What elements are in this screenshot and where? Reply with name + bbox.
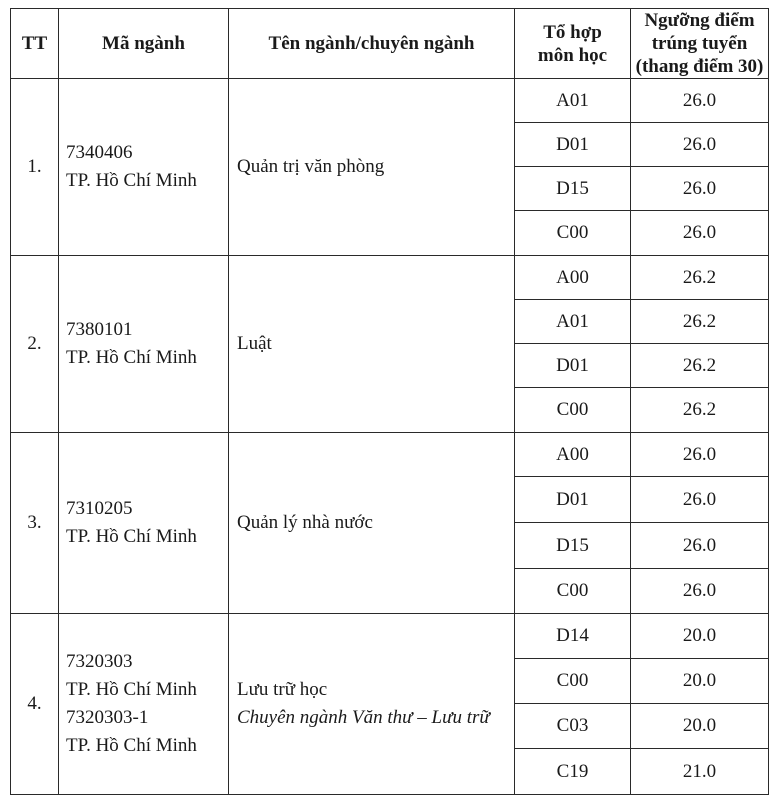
table-row xyxy=(11,79,769,123)
ten-nganh-cell xyxy=(229,256,515,433)
to-hop-cell: D01 xyxy=(515,123,631,167)
header-to-hop-line: môn học xyxy=(537,44,608,66)
to-hop-cell: D01 xyxy=(515,344,631,388)
ma-nganh-line: TP. Hồ Chí Minh xyxy=(66,735,197,756)
header-nguong-diem xyxy=(631,9,769,79)
to-hop-cell: C00 xyxy=(515,659,631,704)
to-hop-cell: C19 xyxy=(515,749,631,795)
ma-nganh-cell xyxy=(59,433,229,614)
to-hop-cell: C03 xyxy=(515,704,631,749)
header-ma-nganh: Mã ngành xyxy=(59,9,229,79)
row-number: 4. xyxy=(11,614,59,795)
ten-nganh-cell xyxy=(229,433,515,614)
ma-nganh-cell xyxy=(59,614,229,795)
ma-nganh-line: 7320303 xyxy=(66,651,133,672)
ma-nganh-line: TP. Hồ Chí Minh xyxy=(66,679,197,700)
to-hop-cell: C00 xyxy=(515,211,631,256)
nguong-diem-cell: 21.0 xyxy=(631,749,769,795)
to-hop-cell: D15 xyxy=(515,167,631,211)
ma-nganh-line: 7340406 xyxy=(66,142,133,163)
to-hop-cell: A00 xyxy=(515,256,631,300)
nguong-diem-cell: 26.0 xyxy=(631,79,769,123)
table-body xyxy=(11,79,769,795)
nguong-diem-cell: 26.0 xyxy=(631,569,769,614)
header-nguong-line: Ngưỡng điểm xyxy=(644,10,755,31)
ten-nganh: Quản trị văn phòng xyxy=(237,156,385,177)
nguong-diem-cell: 26.2 xyxy=(631,256,769,300)
ma-nganh-line: 7320303-1 xyxy=(66,707,149,728)
to-hop-cell: D15 xyxy=(515,523,631,569)
to-hop-cell: D14 xyxy=(515,614,631,659)
nguong-diem-cell: 26.0 xyxy=(631,211,769,256)
nguong-diem-cell: 26.2 xyxy=(631,300,769,344)
nguong-diem-cell: 26.2 xyxy=(631,388,769,433)
ten-nganh: Lưu trữ học xyxy=(237,679,328,700)
table-row xyxy=(11,433,769,477)
to-hop-cell: D01 xyxy=(515,477,631,523)
header-ten-nganh: Tên ngành/chuyên ngành xyxy=(229,9,515,79)
to-hop-cell: C00 xyxy=(515,388,631,433)
chuyen-nganh: Chuyên ngành Văn thư – Lưu trữ xyxy=(237,707,490,728)
ma-nganh-line: 7380101 xyxy=(66,319,133,340)
ma-nganh-line: TP. Hồ Chí Minh xyxy=(66,347,197,368)
ma-nganh-line: 7310205 xyxy=(66,498,133,519)
header-to-hop xyxy=(515,9,631,79)
to-hop-cell: C00 xyxy=(515,569,631,614)
header-nguong-line: trúng tuyển xyxy=(651,33,748,54)
nguong-diem-cell: 26.0 xyxy=(631,477,769,523)
nguong-diem-cell: 26.0 xyxy=(631,123,769,167)
header-to-hop-line: Tổ hợp xyxy=(543,21,602,43)
ten-nganh: Quản lý nhà nước xyxy=(237,512,373,533)
ma-nganh-cell xyxy=(59,79,229,256)
ten-nganh-cell xyxy=(229,79,515,256)
nguong-diem-cell: 26.0 xyxy=(631,167,769,211)
nguong-diem-cell: 20.0 xyxy=(631,704,769,749)
to-hop-cell: A01 xyxy=(515,79,631,123)
ma-nganh-cell xyxy=(59,256,229,433)
row-number: 1. xyxy=(11,79,59,256)
ten-nganh: Luật xyxy=(237,333,272,354)
admission-score-table xyxy=(10,8,769,795)
row-number: 2. xyxy=(11,256,59,433)
nguong-diem-cell: 20.0 xyxy=(631,614,769,659)
row-number: 3. xyxy=(11,433,59,614)
nguong-diem-cell: 26.2 xyxy=(631,344,769,388)
ten-nganh-cell xyxy=(229,614,515,795)
to-hop-cell: A01 xyxy=(515,300,631,344)
ma-nganh-line: TP. Hồ Chí Minh xyxy=(66,526,197,547)
to-hop-cell: A00 xyxy=(515,433,631,477)
nguong-diem-cell: 20.0 xyxy=(631,659,769,704)
header-row xyxy=(11,9,769,79)
nguong-diem-cell: 26.0 xyxy=(631,433,769,477)
table-row xyxy=(11,256,769,300)
ma-nganh-line: TP. Hồ Chí Minh xyxy=(66,170,197,191)
admission-table-wrapper xyxy=(10,8,769,795)
table-row xyxy=(11,614,769,659)
header-nguong-line: (thang điểm 30) xyxy=(635,56,764,77)
nguong-diem-cell: 26.0 xyxy=(631,523,769,569)
header-tt: TT xyxy=(11,9,59,79)
